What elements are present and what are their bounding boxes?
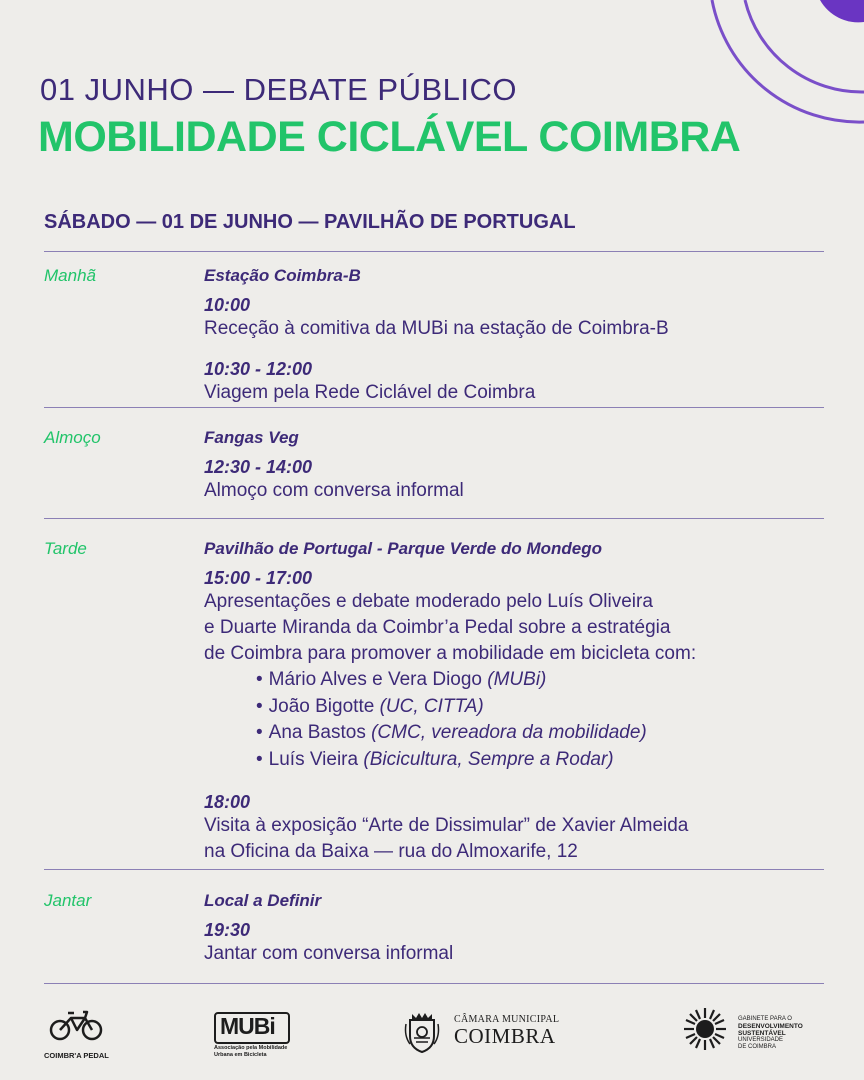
speaker-org: (CMC, vereadora da mobilidade): [371, 722, 647, 743]
speakers-list: [204, 667, 824, 773]
mubi-subtitle: Associação pela Mobilidade: [214, 1045, 288, 1051]
headline: 01 JUNHO — DEBATE PÚBLICO: [40, 72, 518, 107]
sun-icon: [682, 1006, 728, 1052]
camara-label: CÂMARA MUNICIPAL: [454, 1014, 560, 1025]
speaker-name: Mário Alves e Vera Diogo: [268, 669, 482, 690]
section-content: [204, 266, 824, 406]
coimbra-pedal-label: COIMBR'A PEDAL: [44, 1051, 109, 1060]
gabinete-label: UNIVERSIDADE: [738, 1037, 784, 1043]
mubi-subtitle: Urbana em Bicicleta: [214, 1052, 267, 1058]
place-name: Fangas Veg: [204, 428, 299, 447]
time-label: 10:00: [204, 295, 251, 315]
activity-description-line: Visita à exposição “Arte de Dissimular” de Xavier Almeida: [204, 815, 689, 836]
list-item: • João Bigotte (UC, CITTA): [256, 695, 484, 717]
time-label: 18:00: [204, 792, 251, 812]
divider: [44, 251, 824, 252]
activity-description-line: de Coimbra para promover a mobilidade em bicicleta com:: [204, 643, 697, 664]
list-item: • Luís Vieira (Bicicultura, Sempre a Rodar): [256, 748, 614, 770]
activity-description: Almoço com conversa informal: [204, 480, 464, 501]
speaker-name: João Bigotte: [268, 695, 375, 717]
camara-coimbra-logo: [402, 1010, 567, 1056]
speaker-org: (UC, CITTA): [379, 695, 484, 717]
list-item: • Mário Alves e Vera Diogo (MUBi): [256, 669, 547, 690]
time-label: 12:30 - 14:00: [204, 457, 313, 477]
period-label: Jantar: [44, 891, 92, 910]
place-name: Estação Coimbra-B: [204, 266, 361, 285]
coimbra-wordmark: COIMBRA: [454, 1024, 556, 1048]
section-content: [204, 539, 824, 865]
page-title: MOBILIDADE CICLÁVEL COIMBRA: [38, 113, 741, 161]
list-item: • Ana Bastos (CMC, vereadora da mobilidade): [256, 722, 647, 743]
activity-description: Jantar com conversa informal: [204, 943, 454, 964]
period-label: Manhã: [44, 266, 96, 285]
corner-disc: [820, 0, 864, 22]
speaker-name: Luís Vieira: [268, 748, 359, 770]
divider: [44, 407, 824, 408]
mubi-logo: [214, 1012, 294, 1062]
gabinete-label: GABINETE PARA O: [738, 1016, 792, 1022]
place-name: Local a Definir: [204, 891, 322, 910]
period-label: Tarde: [44, 539, 87, 558]
gabinete-label: DESENVOLVIMENTO: [738, 1023, 803, 1030]
partner-logos: [0, 1000, 864, 1070]
divider: [44, 869, 824, 870]
day-line: SÁBADO — 01 DE JUNHO — PAVILHÃO DE PORTUGAL: [44, 211, 576, 233]
speaker-name: Ana Bastos: [268, 722, 366, 743]
period-label: Almoço: [44, 428, 101, 447]
bicycle-icon: [47, 1006, 107, 1042]
activity-description-line: na Oficina da Baixa — rua do Almoxarife, 12: [204, 841, 578, 862]
gabinete-logo: [682, 1006, 822, 1056]
coat-of-arms-icon: [402, 1010, 442, 1054]
divider: [44, 518, 824, 519]
activity-description: Viagem pela Rede Ciclável de Coimbra: [204, 382, 536, 403]
activity-description: Receção à comitiva da MUBi na estação de Coimbra-B: [204, 318, 669, 339]
gabinete-label: DE COIMBRA: [738, 1044, 777, 1050]
place-name: Pavilhão de Portugal - Parque Verde do Mondego: [204, 539, 602, 558]
activity-description-line: Apresentações e debate moderado pelo Luís Oliveira: [204, 591, 653, 612]
activity-description-line: e Duarte Miranda da Coimbr’a Pedal sobre a estratégia: [204, 617, 671, 638]
mubi-wordmark: MUBi: [220, 1013, 275, 1039]
coimbra-pedal-logo: [44, 1006, 114, 1066]
time-label: 19:30: [204, 920, 251, 940]
speaker-org: (Bicicultura, Sempre a Rodar): [363, 748, 614, 770]
gabinete-label: SUSTENTÁVEL: [738, 1030, 786, 1037]
section-content: [204, 891, 824, 967]
section-content: [204, 428, 824, 504]
time-label: 15:00 - 17:00: [204, 568, 313, 588]
speaker-org: (MUBi): [487, 669, 547, 690]
time-label: 10:30 - 12:00: [204, 359, 313, 379]
divider: [44, 983, 824, 984]
